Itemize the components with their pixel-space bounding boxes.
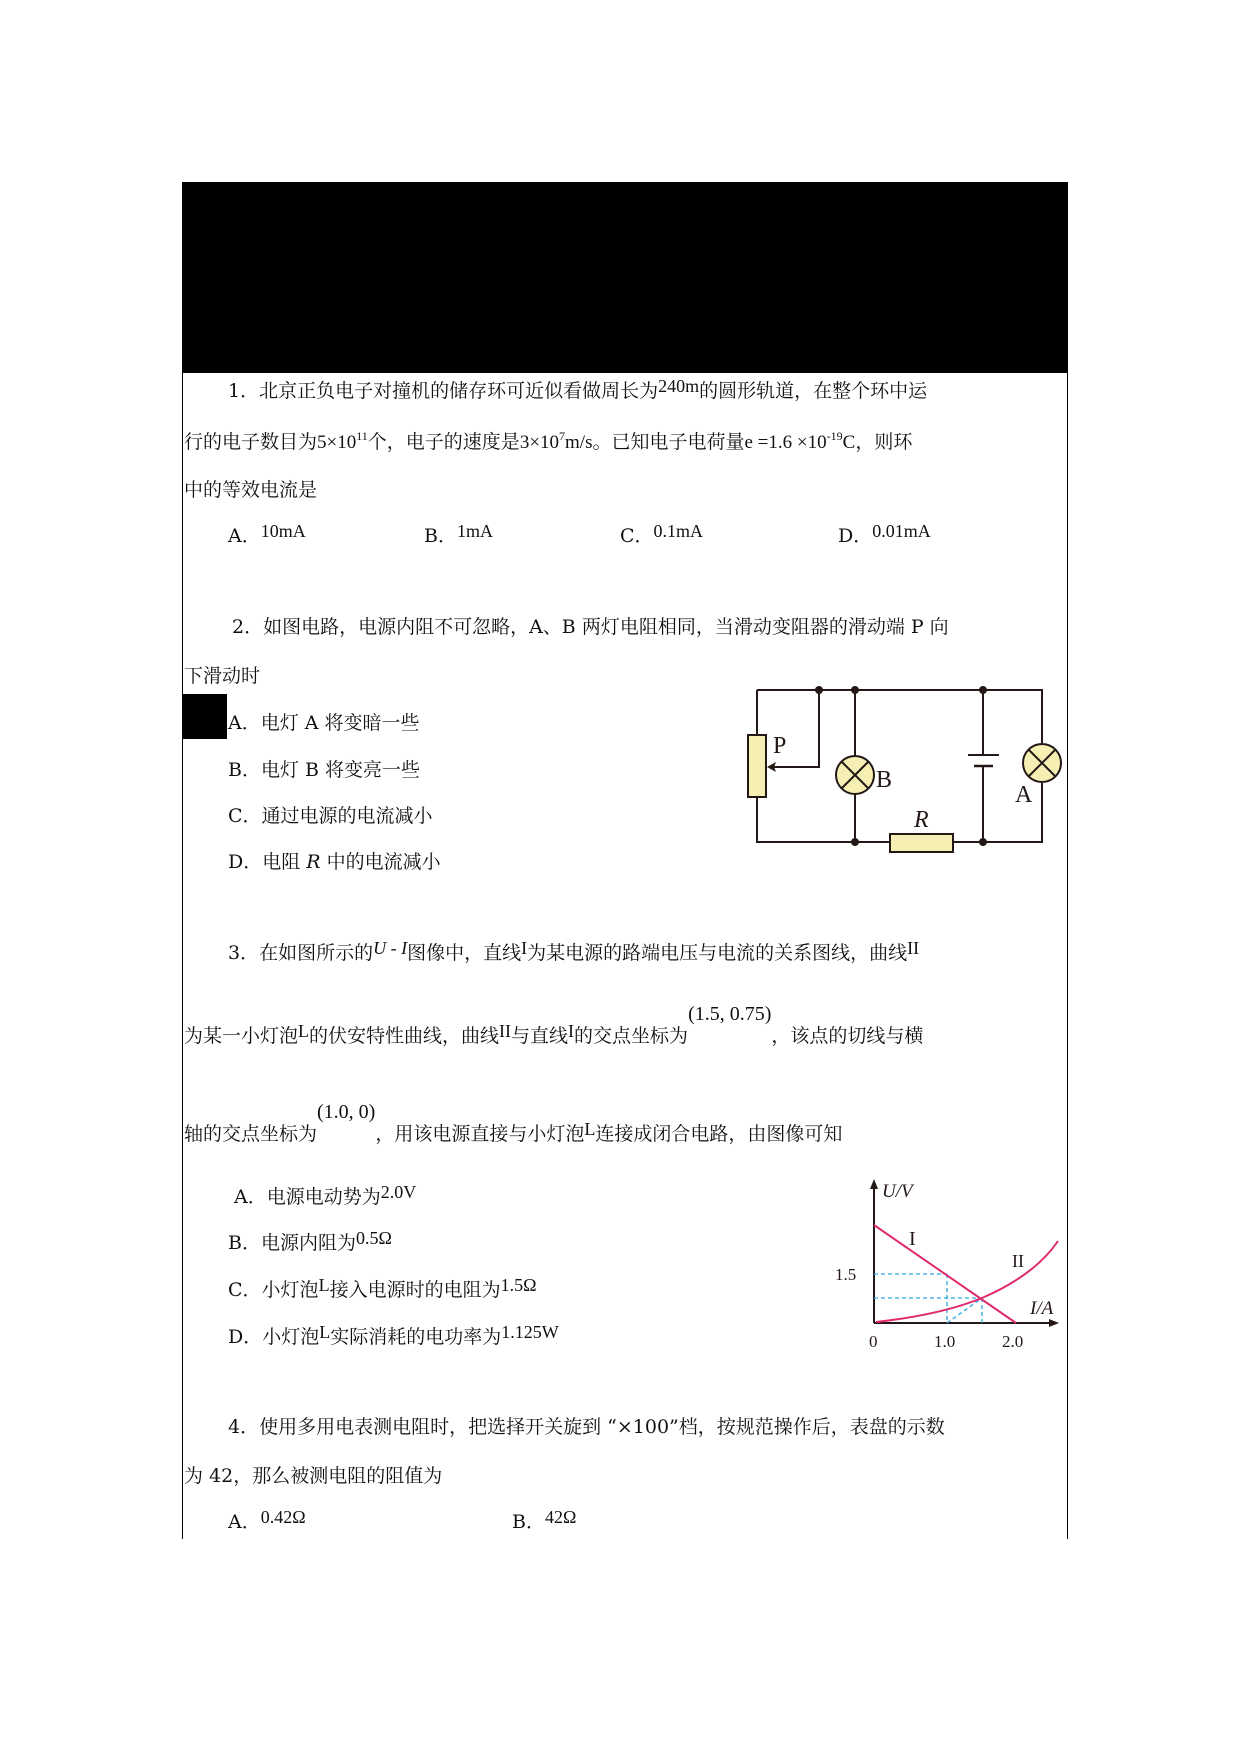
q1-option-b: [424, 521, 493, 547]
q3-text: ，该点的切线与横: [771, 1025, 924, 1047]
q2-option-c: [228, 807, 433, 826]
label-p: P: [773, 733, 787, 759]
lamp-a-icon: [1023, 744, 1061, 782]
option-text: 接入电源时的电阻为: [329, 1279, 501, 1301]
option-text-r: R: [306, 851, 321, 873]
q1-text: 个，电子的速度是: [367, 431, 520, 453]
q2-option-d: [228, 853, 441, 872]
q3-line-1: [228, 938, 920, 964]
q1-line-1: [228, 376, 928, 402]
q4-line-2: 为 42，那么被测电阻的阻值为: [184, 1465, 443, 1487]
q3-lamp-l: L: [318, 1275, 330, 1295]
option-value: 2.0V: [380, 1182, 417, 1202]
q3-text: 与直线: [511, 1025, 569, 1047]
q2-option-b: [228, 761, 420, 780]
option-label: B．: [228, 759, 261, 781]
option-text: 小灯泡: [261, 1279, 319, 1301]
q2-option-a: [228, 714, 420, 733]
q4-option-b: [512, 1507, 577, 1533]
q3-lamp-l: L: [584, 1119, 596, 1139]
q1-text: 。已知电子电荷量: [592, 431, 745, 453]
option-label: B．: [228, 1232, 261, 1254]
q1-text: 北京正负电子对撞机的储存环可近似看做周长为: [259, 380, 659, 402]
u-axis-arrow-icon: [870, 1179, 878, 1189]
option-value: 0.01mA: [872, 521, 931, 541]
q1-option-d: [838, 521, 931, 547]
option-label: C．: [228, 1279, 262, 1301]
option-label: C．: [228, 805, 262, 827]
q2-line-2: 下滑动时: [184, 665, 261, 687]
q1-number: 1．: [228, 380, 260, 402]
q1-text: 行的电子数目为: [184, 431, 318, 453]
q1-exponent: -19: [826, 429, 843, 443]
option-text: 电源电动势为: [266, 1186, 381, 1208]
redacted-square: [182, 694, 227, 739]
q3-line-2: [184, 1003, 924, 1047]
q1-option-c: [620, 521, 704, 547]
option-label: A．: [228, 712, 261, 734]
i-axis-arrow-icon: [1049, 1319, 1059, 1327]
q3-option-b: [228, 1228, 392, 1254]
q3-text: 的伏安特性曲线，曲线: [309, 1025, 500, 1047]
q3-intersection-point: (1.5, 0.75): [688, 1003, 772, 1025]
q3-option-d: [228, 1322, 559, 1348]
option-value: 0.1mA: [653, 521, 704, 541]
option-text: 电灯 A 将变暗一些: [260, 712, 420, 734]
q3-text: 为某一小灯泡: [184, 1025, 299, 1047]
q3-line-3: [184, 1101, 843, 1145]
q3-roman-1: I: [521, 938, 528, 958]
option-label: A．: [234, 1186, 267, 1208]
label-a: A: [1015, 782, 1033, 808]
battery-icon: [968, 755, 999, 766]
x-tick-2-0: 2.0: [1002, 1332, 1024, 1351]
option-text: 电阻: [262, 851, 307, 873]
y-axis-label: U/V: [882, 1181, 913, 1202]
q1-charge: e =1.6 ×10: [744, 432, 827, 453]
option-text: 小灯泡: [262, 1326, 320, 1348]
q3-text: 为某电源的路端电压与电流的关系图线，曲线: [527, 942, 908, 964]
option-value: 10mA: [260, 521, 306, 541]
option-label: D．: [228, 1326, 263, 1348]
q4-option-a: [228, 1507, 306, 1533]
resistor-icon: [890, 834, 953, 852]
q3-tangent-point: (1.0, 0): [317, 1101, 376, 1123]
option-text: 电灯 B 将变亮一些: [260, 759, 421, 781]
option-label: A．: [228, 525, 261, 547]
option-value: 0.5Ω: [355, 1228, 392, 1248]
option-value: 1mA: [456, 521, 493, 541]
series-label-i: I: [909, 1228, 916, 1250]
q1-exponent: 11: [356, 429, 368, 443]
option-value: 42Ω: [544, 1507, 577, 1527]
q3-lamp-l: L: [298, 1021, 310, 1041]
q3-lamp-l: L: [319, 1322, 331, 1342]
label-b: B: [876, 767, 893, 793]
q1-circumference: 240m: [658, 376, 700, 396]
option-text: 中的电流减小: [320, 851, 441, 873]
q3-text: 3．在如图所示的: [228, 942, 374, 964]
q3-text: 的交点坐标为: [574, 1025, 689, 1047]
option-label: C．: [620, 525, 654, 547]
q1-line-3: 中的等效电流是: [184, 479, 318, 501]
q3-option-a: [234, 1182, 417, 1208]
q1-unit: m/s: [565, 432, 593, 453]
lamp-b-icon: [836, 756, 874, 794]
ui-graph: [830, 1175, 1070, 1365]
x-tick-0: 0: [869, 1332, 878, 1351]
y-tick-1-5: 1.5: [835, 1265, 857, 1284]
q3-option-c: [228, 1275, 537, 1301]
option-label: B．: [424, 525, 457, 547]
option-value: 1.125W: [501, 1322, 559, 1342]
q1-velocity: 3×10: [519, 432, 560, 453]
x-tick-1-0: 1.0: [934, 1332, 956, 1351]
option-label: A．: [228, 1511, 261, 1533]
rheostat-icon: [748, 735, 766, 797]
q3-text: ，用该电源直接与小灯泡: [375, 1123, 585, 1145]
q1-line-2: [184, 430, 912, 452]
x-axis-label: I/A: [1030, 1298, 1054, 1319]
option-text: 实际消耗的电功率为: [330, 1326, 502, 1348]
redacted-header-block: [182, 182, 1068, 373]
q3-ui-label: U - I: [373, 938, 408, 958]
label-r: R: [914, 807, 929, 833]
q1-electron-count: 5×10: [317, 432, 357, 453]
option-label: D．: [228, 851, 263, 873]
series-label-ii: II: [1012, 1251, 1024, 1271]
q3-text: 轴的交点坐标为: [184, 1123, 318, 1145]
option-text: 通过电源的电流减小: [261, 805, 433, 827]
q3-text: 连接成闭合电路，由图像可知: [595, 1123, 843, 1145]
q4-line-1: 4．使用多用电表测电阻时，把选择开关旋到 “×100”档，按规范操作后，表盘的示数: [228, 1416, 945, 1438]
q3-roman-2: II: [499, 1021, 512, 1041]
q1-text: ，则环: [855, 431, 913, 453]
q3-text: 图像中，直线: [407, 942, 522, 964]
option-label: D．: [838, 525, 873, 547]
option-value: 1.5Ω: [500, 1275, 537, 1295]
q2-line-1: 2．如图电路，电源内阻不可忽略，A、B 两灯电阻相同，当滑动变阻器的滑动端 P 向: [232, 616, 949, 638]
option-label: B．: [512, 1511, 545, 1533]
circuit-diagram: [740, 680, 1070, 870]
q1-option-a: [228, 521, 306, 547]
q1-unit: C: [842, 432, 856, 453]
q1-exponent: 7: [559, 429, 566, 443]
q3-roman-2: II: [907, 938, 920, 958]
q1-text: 的圆形轨道，在整个环中运: [699, 380, 928, 402]
option-text: 电源内阻为: [260, 1232, 356, 1254]
q3-roman-1: I: [568, 1021, 575, 1041]
option-value: 0.42Ω: [260, 1507, 306, 1527]
